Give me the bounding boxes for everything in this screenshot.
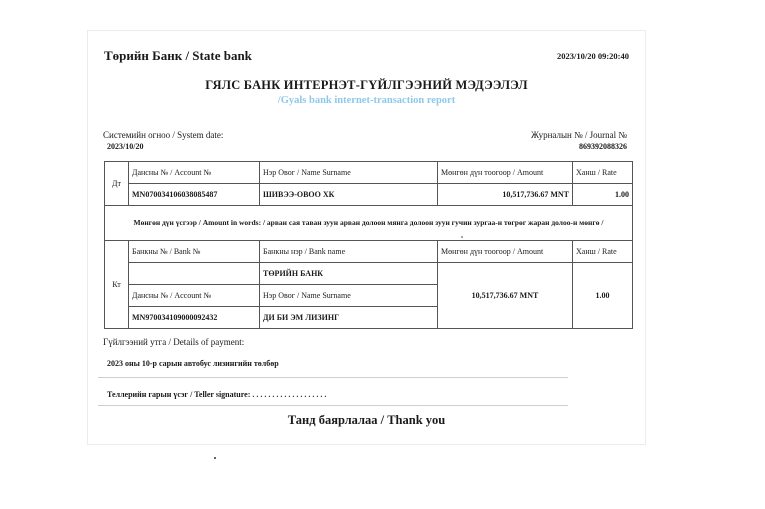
debit-col-amount: Мөнгөн дүн тоогоор / Amount [438,162,573,184]
credit-col-bank: Банкны № / Bank № [129,241,260,263]
debit-col-account: Дансны № / Account № [129,162,260,184]
transaction-receipt [87,30,646,445]
debit-name: ШИВЭЭ-ОВОО ХК [260,184,438,206]
credit-header-row [105,241,633,263]
transaction-table [104,161,633,329]
payment-details: 2023 оны 10-р сарын автобус лизингийн төлбөр [107,359,279,368]
payment-details-label: Гүйлгээний утга / Details of payment: [103,337,245,347]
divider [98,377,568,378]
debit-value-row [105,184,633,206]
report-title: ГЯЛС БАНК ИНТЕРНЭТ-ГҮЙЛГЭЭНИЙ МЭДЭЭЛЭЛ [205,78,528,92]
debit-col-name: Нэр Овог / Name Surname [260,162,438,184]
journal-number: 869392088326 [579,142,627,151]
amount-in-words: Мөнгөн дүн үсгээр / Amount in words: / арван сая таван зуун арван долоон мянга долоон зуун гучин зургаа-н төгрөг жаран долоо-н мөнгө / [105,206,633,241]
teller-signature: Теллерийн гарын үсэг / Teller signature: . . . . . . . . . . . . . . . . . . . [107,390,327,399]
debit-col-rate: Ханш / Rate [573,162,633,184]
scan-speck [214,457,216,459]
journal-label: Журналын № / Journal № [530,130,627,140]
credit-col-rate: Ханш / Rate [573,241,633,263]
credit-bank-no [129,263,260,285]
credit-col-bank-name: Банкны нэр / Bank name [260,241,438,263]
debit-header-row [105,162,633,184]
system-date: 2023/10/20 [107,142,144,151]
debit-rate: 1.00 [573,184,633,206]
credit-rate: 1.00 [573,263,633,329]
credit-bank-row [105,263,633,285]
divider [98,405,568,406]
bank-name: Төрийн Банк / State bank [104,48,252,63]
credit-account: MN970034109000092432 [129,307,260,329]
credit-col-name: Нэр Овог / Name Surname [260,285,438,307]
system-date-label: Системийн огноо / System date: [103,130,224,140]
credit-bank-name: ТӨРИЙН БАНК [260,263,438,285]
print-datetime: 2023/10/20 09:20:40 [556,51,629,61]
amount-words-row [105,206,633,241]
credit-name: ДИ БИ ЭМ ЛИЗИНГ [260,307,438,329]
credit-side-label: Кт [105,241,129,329]
report-subtitle: /Gyals bank internet-transaction report [277,95,456,106]
scan-speck [461,236,463,238]
debit-side-label: Дт [105,162,129,206]
debit-account: MN070034106038085487 [129,184,260,206]
credit-col-account: Дансны № / Account № [129,285,260,307]
credit-amount: 10,517,736.67 MNT [438,263,573,329]
thank-you-text: Танд баярлалаа / Thank you [287,413,446,427]
debit-amount: 10,517,736.67 MNT [438,184,573,206]
credit-col-amount: Мөнгөн дүн тоогоор / Amount [438,241,573,263]
